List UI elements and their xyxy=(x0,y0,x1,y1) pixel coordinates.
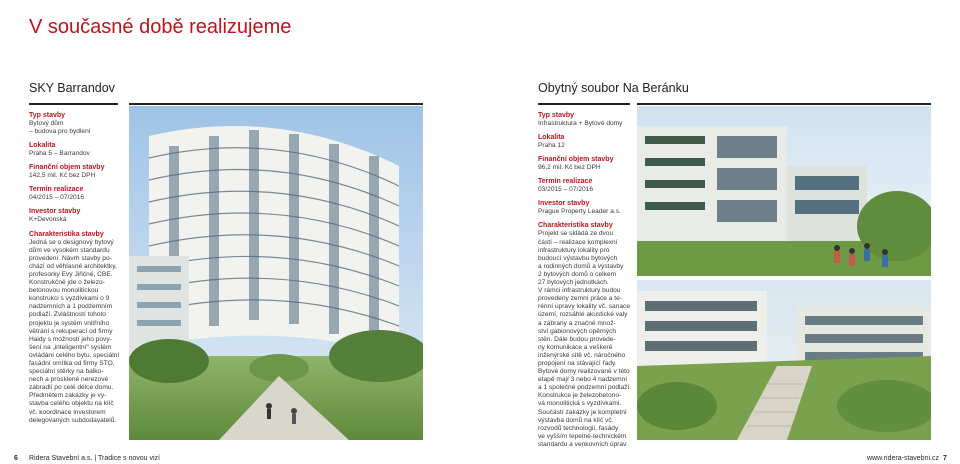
info-label: Charakteristika stavby xyxy=(29,230,104,238)
info-line: a rodinných domů a výstavby xyxy=(538,262,624,270)
info-line: Konstrukce je železobetono- xyxy=(538,392,622,400)
info-line: profesorky Evy Jiřičné, CBE. xyxy=(29,270,113,278)
info-line: Infrastruktura + Bytové domy xyxy=(538,120,623,127)
info-section xyxy=(538,155,633,172)
info-line: a 1 společné podzemní podlaží. xyxy=(538,384,632,392)
divider-left-text xyxy=(29,103,118,105)
info-line: 2 bytových domů o celkem xyxy=(538,270,617,278)
info-line: 142,5 mil. Kč bez DPH xyxy=(29,172,96,180)
info-line: Haidy s možností jeho povy- xyxy=(29,335,112,343)
info-line: chází od věhlasné architektky, xyxy=(29,262,117,270)
info-section xyxy=(29,141,121,158)
info-line: Předmětem zakázky je vy- xyxy=(29,392,107,400)
info-line: delegovaných subdodavatelů. xyxy=(29,416,117,424)
info-line: Součástí zakázky je kompletní xyxy=(538,408,627,416)
info-line: 27 bytových jednotkách. xyxy=(538,279,609,287)
info-section xyxy=(29,230,121,425)
left-info-column xyxy=(29,111,121,430)
info-line: etapě mají 3 nebo 4 nadzemní xyxy=(538,376,628,384)
info-line: částí – realizace komplexní xyxy=(538,238,618,246)
info-line: rozvodů technologií, fasády xyxy=(538,424,619,432)
info-label: Typ stavby xyxy=(538,112,575,119)
info-line: 03/2015 – 07/2016 xyxy=(538,186,594,194)
info-line: šení na „inteligentní“ systém xyxy=(29,343,112,351)
info-line: provedení. Návrh stavby po- xyxy=(29,254,112,262)
info-line: ství gabionových opěrných xyxy=(538,327,617,335)
info-line: fasádní omítka od firmy STO, xyxy=(29,359,115,367)
info-line: Bytové domy realizované v této xyxy=(538,368,630,376)
right-info-column xyxy=(538,111,633,454)
info-line: vá monolitická s vyzdívkami. xyxy=(538,400,622,408)
info-label: Termín realizace xyxy=(538,178,593,186)
info-line: Konstrukčně jde o železo- xyxy=(29,279,105,287)
info-label: Finanční objem stavby xyxy=(538,156,614,164)
info-line: podlaží. Zvláštností tohoto xyxy=(29,311,106,319)
info-line: Praha 12 xyxy=(538,142,565,150)
footer-company: Ridera Stavební a.s. | Tradice s novou vizí xyxy=(29,455,160,462)
info-line: Jedná se o designový bytový xyxy=(29,238,114,246)
info-line: nadzemních a 1 podzemním xyxy=(29,303,113,311)
info-line: V rámci infrastruktury budou xyxy=(538,287,621,295)
divider-right-text xyxy=(538,103,630,105)
page-number-left: 6 xyxy=(14,455,18,462)
info-line: Prague Property Leader a.s. xyxy=(538,208,621,216)
info-line: Praha 5 – Barrandov xyxy=(29,150,90,158)
na-beranku-photos xyxy=(637,106,931,440)
info-line: a zábrany a značné množ- xyxy=(538,319,616,327)
info-label: Charakteristika stavby xyxy=(538,222,613,230)
info-line: vč. koordinace investorem xyxy=(29,408,106,416)
page-number-right: 7 xyxy=(943,455,947,462)
info-line: zábradlí po celé délce domu. xyxy=(29,384,114,392)
info-line: propojení na stávající řady. xyxy=(538,359,617,367)
page-title: V současné době realizujeme xyxy=(29,16,292,38)
info-line: konstrukci s vyzdívkami o 9 xyxy=(29,295,110,303)
info-line: nech a prosklené nerezové xyxy=(29,376,109,384)
info-label: Typ stavby xyxy=(29,112,66,119)
divider-left-photo xyxy=(129,103,423,105)
info-line: betonovou monolitickou xyxy=(29,287,99,295)
info-line: větrání s rekuperací od firmy xyxy=(29,327,113,335)
project-title-right: Obytný soubor Na Beránku xyxy=(538,81,689,95)
info-line: výstavba domů na klíč vč. xyxy=(538,416,614,424)
info-line: stěn. Dále budou provede- xyxy=(538,335,616,343)
info-line: 04/2015 – 07/2016 xyxy=(29,194,85,202)
info-line: ny komunikace a veškeré xyxy=(538,343,613,351)
footer-url: www.ridera-stavebni.cz xyxy=(867,455,939,462)
info-line: 96,2 mil. Kč bez DPH xyxy=(538,164,601,172)
info-line: dům ve vysokém standardu xyxy=(29,246,110,254)
info-label: Investor stavby xyxy=(538,200,590,208)
info-line: speciální stěrky na balko- xyxy=(29,368,104,376)
info-line: stavba celého objektu na klíč xyxy=(29,400,114,408)
info-line: území, rozsáhlé akustické valy xyxy=(538,311,628,319)
info-line: Bytový dům xyxy=(29,120,64,127)
info-line: ovládání celého bytu, speciální xyxy=(29,351,120,359)
divider-right-photo xyxy=(637,103,931,105)
info-label: Investor stavby xyxy=(29,208,81,216)
info-line: K+Devonská xyxy=(29,216,67,224)
info-line: provedeny zemní práce a te- xyxy=(538,295,622,303)
info-line: rénní úpravy lokality vč. sanace xyxy=(538,303,630,311)
info-line: budoucí výstavbu bytových xyxy=(538,254,618,262)
info-line: – budova pro bydlení xyxy=(29,128,91,136)
info-section xyxy=(538,177,633,194)
info-label: Termín realizace xyxy=(29,186,84,194)
info-line: Projekt se skládá ze dvou xyxy=(538,230,614,238)
info-section xyxy=(538,133,633,150)
info-section xyxy=(29,163,121,180)
info-section xyxy=(29,185,121,202)
info-label: Finanční objem stavby xyxy=(29,164,105,172)
info-line: infrastruktury lokality pro xyxy=(538,246,610,254)
info-line: ve vyšším tepelně-technickém xyxy=(538,432,627,440)
info-line: inženýrské sítě vč. náročného xyxy=(538,351,626,359)
info-line: projektu je systém vnitřního xyxy=(29,319,110,327)
info-label: Lokalita xyxy=(29,142,56,150)
info-section xyxy=(538,199,633,216)
info-section xyxy=(29,207,121,224)
project-title-left: SKY Barrandov xyxy=(29,81,115,95)
sky-barrandov-photo xyxy=(129,106,423,440)
info-section xyxy=(538,221,633,449)
info-section xyxy=(538,111,633,128)
info-section xyxy=(29,111,121,136)
info-line: standardu a venkovních úprav. xyxy=(538,440,628,448)
info-label: Lokalita xyxy=(538,134,565,142)
